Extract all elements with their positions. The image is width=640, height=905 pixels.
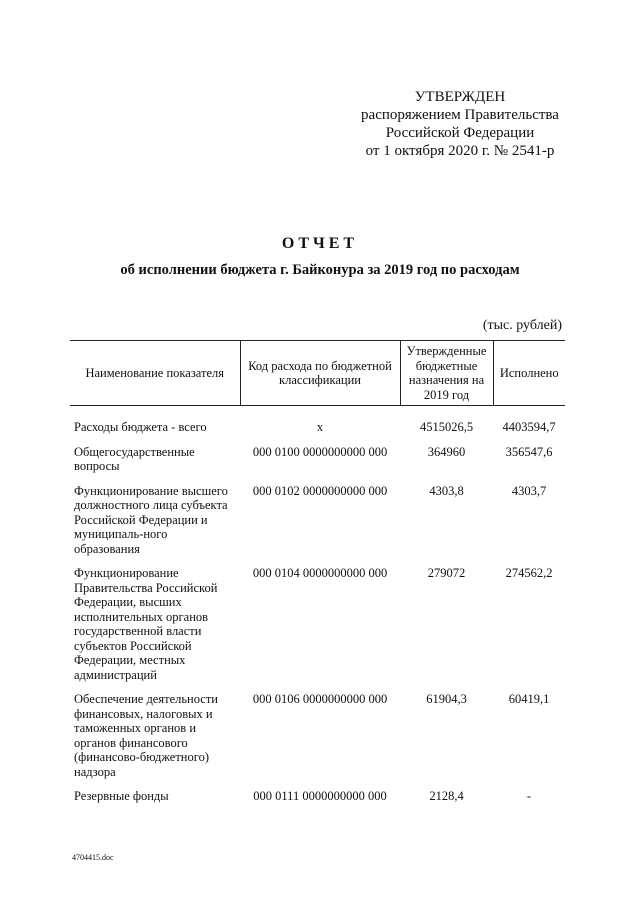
row-code: 000 0100 0000000000 000 (252, 444, 388, 459)
document-subtitle: об исполнении бюджета г. Байконура за 2019 год по расходам (120, 262, 520, 278)
units-label: (тыс. рублей) (482, 318, 562, 333)
row-name: Функционирование Правительства Российской Федерации, высших исполнительных органов государственной власти субъектов Российской Федерации, местных администраций (74, 566, 218, 682)
approval-heading: УТВЕРЖДЕН (414, 89, 506, 105)
table-header-row (70, 341, 565, 406)
table-row (70, 692, 565, 789)
row-approved: 61904,3 (426, 692, 467, 706)
column-header-executed: Исполнено (493, 341, 565, 406)
row-approved: 4303,8 (429, 483, 464, 498)
approval-date: от 1 октября 2020 г. № 2541-р (365, 143, 555, 159)
document-title: ОТЧЕТ (281, 235, 359, 252)
row-code: 000 0106 0000000000 000 (252, 692, 388, 706)
column-header-name: Наименование показателя (70, 341, 240, 406)
row-approved: 279072 (427, 566, 466, 580)
approval-block (350, 88, 570, 160)
column-header-code: Код расхода по бюджетной классификации (240, 341, 400, 406)
table-row (70, 445, 565, 484)
row-executed: 60419,1 (508, 692, 550, 706)
row-executed: - (526, 789, 532, 803)
row-code: x (316, 420, 324, 434)
file-reference: 4704415.doc (72, 853, 114, 862)
row-code: 000 0102 0000000000 000 (252, 483, 388, 498)
row-code: 000 0104 0000000000 000 (252, 566, 388, 580)
table-row (70, 484, 565, 567)
expenses-table (70, 340, 565, 814)
table-row (70, 420, 565, 445)
table-row (70, 566, 565, 692)
column-header-approved: Утвержденные бюджетные назначения на 2019 год (400, 341, 493, 406)
row-executed: 274562,2 (505, 566, 553, 580)
row-approved: 4515026,5 (419, 420, 474, 434)
table-row (70, 789, 565, 814)
row-executed: 356547,6 (505, 444, 553, 459)
approval-line: распоряжением Правительства (361, 107, 559, 123)
row-approved: 364960 (427, 444, 466, 459)
row-code: 000 0111 0000000000 000 (253, 789, 387, 803)
row-name: Резервные фонды (74, 789, 169, 803)
row-executed: 4403594,7 (502, 420, 556, 434)
row-name: Общегосударственные вопросы (74, 444, 195, 473)
row-executed: 4303,7 (511, 483, 547, 498)
row-approved: 2128,4 (429, 789, 464, 803)
row-name: Обеспечение деятельности финансовых, налоговых и таможенных органов и органов финансового (финансово-бюджетного) надзора (74, 692, 219, 779)
row-name: Расходы бюджета - всего (74, 420, 207, 434)
row-name: Функционирование высшего должностного лица субъекта Российской Федерации и муниципаль-ного образования (74, 483, 228, 556)
approval-line: Российской Федерации (385, 125, 535, 141)
